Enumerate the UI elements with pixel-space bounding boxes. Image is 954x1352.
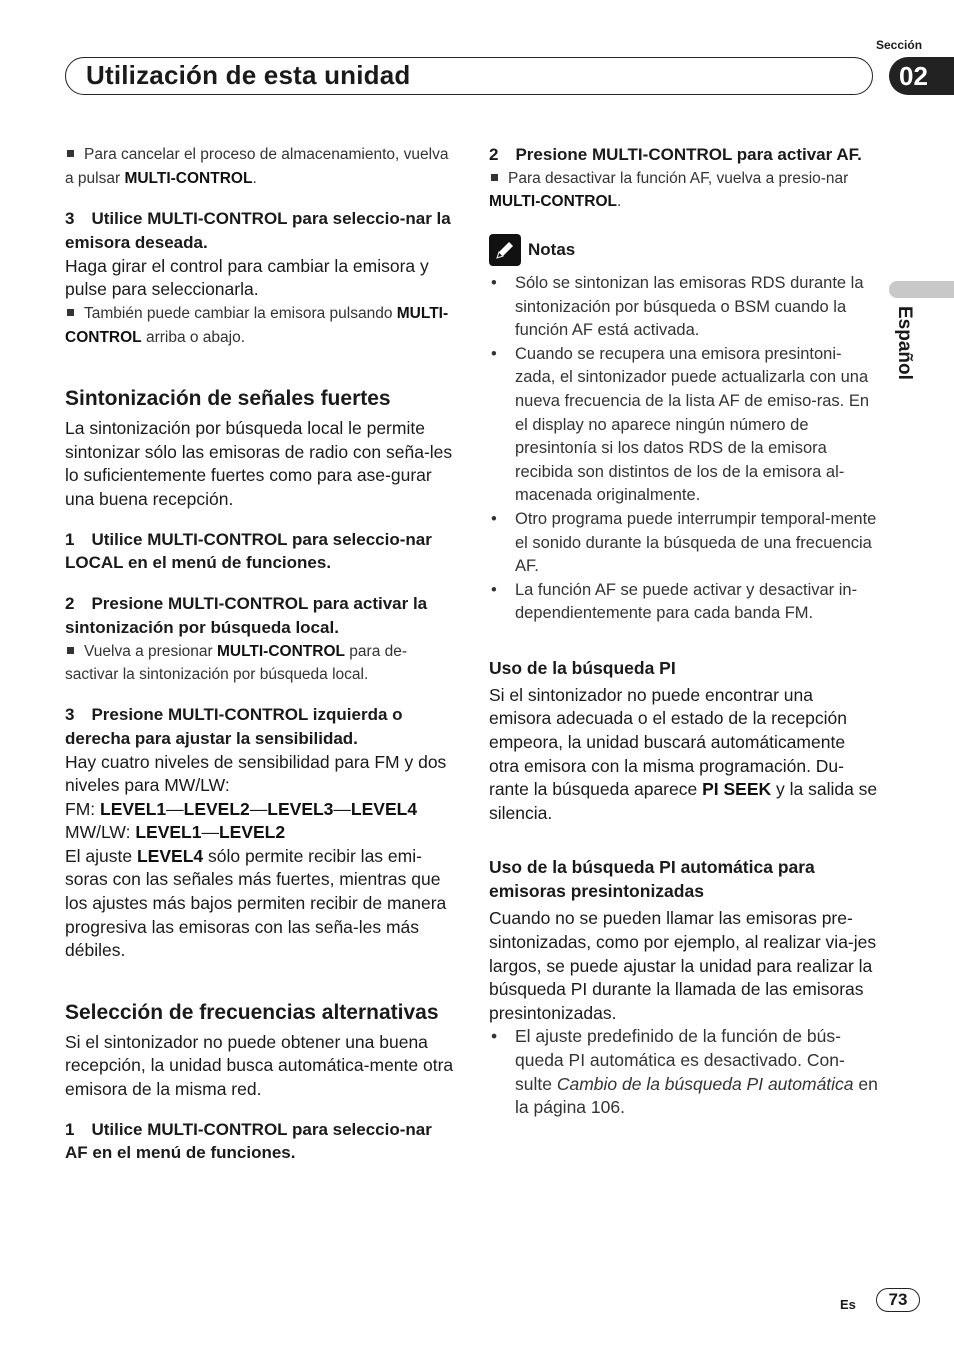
footer-language: Es — [840, 1297, 856, 1312]
af-body: Si el sintonizador no puede obtener una buena recepción, la unidad busca automática-mente otra emisora de la misma red. — [65, 1031, 454, 1100]
notes-header — [489, 234, 879, 266]
note-item: • Otro programa puede interrumpir temporal-mente el sonido durante la búsqueda de una frecuencia AF. — [489, 508, 879, 579]
square-bullet-icon — [491, 174, 498, 181]
step-3-body: Haga girar el control para cambiar la emisora y pulse para seleccionarla. — [65, 255, 429, 300]
note-item: • Sólo se sintonizan las emisoras RDS durante la sintonización por búsqueda o BSM cuando la función AF está activada. — [489, 272, 879, 343]
auto-pi-bullet: • El ajuste predefinido de la función de bús-queda PI automática es desactivado. Con-sulte Cambio de la búsqueda PI automática en la página 106. — [489, 1025, 879, 1119]
mw-lw-levels: MW/LW: LEVEL1—LEVEL2 — [65, 822, 286, 843]
heading-pi-search: Uso de la búsqueda PI — [489, 657, 676, 678]
deactivate-af-note: Para desactivar la función AF, vuelva a presio-nar MULTI-CONTROL. — [489, 169, 849, 211]
pi-search-body: Si el sintonizador no puede encontrar una emisora adecuada o el estado de la recepción empeora, la unidad buscará automáticamente otra emisora con la misma programación. Du-rante la búsqueda aparece PI SEEK y la salida se silencia. — [489, 684, 878, 823]
heading-strong-signals: Sintonización de señales fuertes — [65, 387, 391, 411]
page-title: Utilización de esta unidad — [86, 60, 411, 90]
strong-signals-body: La sintonización por búsqueda local le permite sintonizar sólo las emisoras de radio con seña-les lo suficientemente fuertes como para ase-gurar una buena recepción. — [65, 418, 453, 509]
right-column — [489, 143, 879, 1120]
note-item: • La función AF se puede activar y desactivar in-dependientemente para cada banda FM. — [489, 579, 879, 626]
language-tab-marker — [889, 281, 954, 298]
square-bullet-icon — [67, 647, 74, 654]
step-3-select-station: 3 Utilice MULTI-CONTROL para seleccio-nar la emisora deseada. — [65, 209, 451, 252]
section-label: Sección — [876, 38, 923, 52]
left-column — [65, 143, 455, 1165]
sensitivity-body: Hay cuatro niveles de sensibilidad para FM y dos niveles para MW/LW: — [65, 751, 447, 796]
cross-reference-link: Cambio de la búsqueda PI automática — [556, 1073, 854, 1094]
language-label: Español — [894, 306, 915, 380]
heading-alternative-frequencies: Selección de frecuencias alternativas — [65, 1000, 439, 1024]
square-bullet-icon — [67, 150, 74, 157]
step-2-activate-local: 2 Presione MULTI-CONTROL para activar la sintonización por búsqueda local. — [65, 594, 428, 637]
step-1-select-local: 1 Utilice MULTI-CONTROL para seleccio-nar LOCAL en el menú de funciones. — [65, 529, 432, 573]
alt-station-note: También puede cambiar la emisora pulsando MULTI-CONTROL arriba o abajo. — [65, 304, 449, 346]
level4-description: El ajuste LEVEL4 sólo permite recibir las emi-soras con las señales más fuertes, mientras que los ajustes más bajos permiten recibir de manera progresiva las emisoras con las seña-les más débiles. — [65, 845, 447, 961]
pencil-icon — [489, 234, 521, 266]
note-item: • Cuando se recupera una emisora presintoni-zada, el sintonizador puede actualizarla con una nueva frecuencia de la lista AF de emiso-ras. En el display no aparece ningún número de presintonía si los datos RDS de la emisora recibida son distintos de los de la emisora al-macenada originalmente. — [489, 343, 879, 508]
auto-pi-body: Cuando no se pueden llamar las emisoras pre-sintonizadas, como por ejemplo, al realizar via-jes largos, se puede ajustar la unidad para realizar la búsqueda PI durante la llamada de las emisoras presintonizadas. — [489, 908, 877, 1023]
step-3-sensitivity: 3 Presione MULTI-CONTROL izquierda o derecha para ajustar la sensibilidad. — [65, 704, 403, 748]
deactivate-local-note: Vuelva a presionar MULTI-CONTROL para de-sactivar la sintonización por búsqueda local. — [65, 642, 408, 684]
notes-label: Notas — [528, 239, 576, 259]
heading-auto-pi-search: Uso de la búsqueda PI automática para emisoras presintonizadas — [489, 857, 815, 902]
fm-levels: FM: LEVEL1—LEVEL2—LEVEL3—LEVEL4 — [65, 798, 418, 819]
step-2-activate-af: 2 Presione MULTI-CONTROL para activar AF. — [489, 145, 862, 164]
square-bullet-icon — [67, 309, 74, 316]
cancel-storage-note: Para cancelar el proceso de almacenamiento, vuelva a pulsar MULTI-CONTROL. — [65, 146, 449, 187]
page-number: 73 — [876, 1288, 920, 1312]
step-1-select-af: 1 Utilice MULTI-CONTROL para seleccio-nar AF en el menú de funciones. — [65, 1119, 432, 1163]
section-number-badge: 02 — [889, 57, 954, 95]
